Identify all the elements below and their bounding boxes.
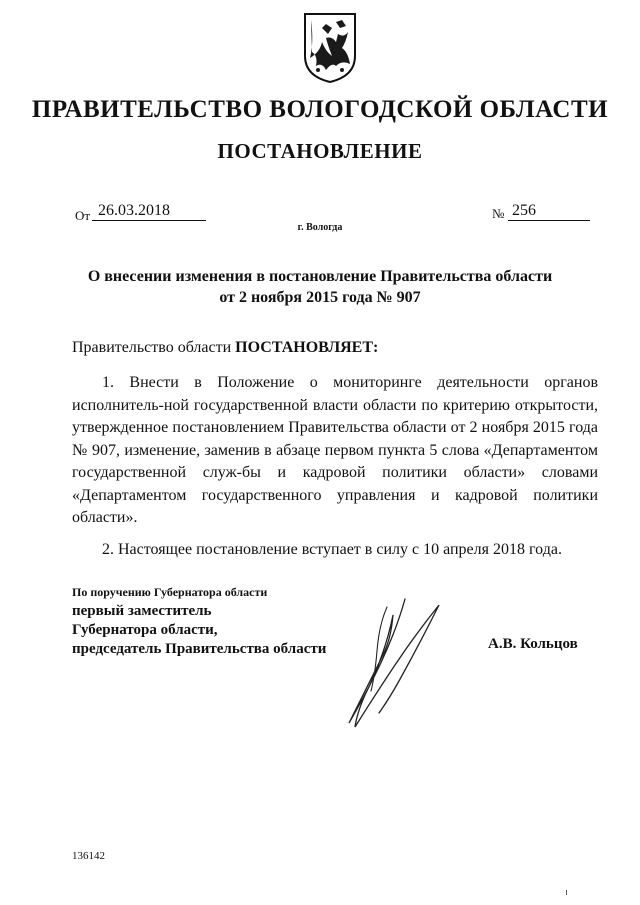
document-code: 136142 [72,850,105,862]
signature-note: По поручению Губернатора области [72,585,268,599]
signer-name: А.В. Кольцов [488,636,578,652]
coat-of-arms-emblem [302,12,358,84]
decree-item-1: 1. Внести в Положение о мониторинге деятельности органов исполнитель-ной государственной власти области по критерию открытости, утвержденное постановлением Правительства области от 2 ноября 2015 года № 907, изменение, заменив в абзаце первом пункта 5 слова «Департаментом государственной служ-бы и кадровой политики области» словами «Департаментом государственного управления и кадровой политики области». [72,374,598,526]
document-number: 256 [508,201,590,221]
document-type: ПОСТАНОВЛЕНИЕ [217,139,423,163]
decree-statement [72,339,378,357]
decree-verb: ПОСТАНОВЛЯЕТ: [235,339,379,356]
subject-line-2: от 2 ноября 2015 года № 907 [219,289,421,306]
date-prefix: От [75,208,91,223]
document-subject [0,266,640,308]
number-prefix: № [492,206,505,221]
signer-position [72,602,326,659]
position-line-1: первый заместитель [72,603,212,619]
position-line-2: Губернатора области, [72,622,218,638]
position-line-3: председатель Правительства области [72,641,327,657]
decree-item-2: 2. Настоящее постановление вступает в силу с 10 апреля 2018 года. [102,541,562,558]
city-label: г. Вологда [297,222,343,233]
government-title: ПРАВИТЕЛЬСТВО ВОЛОГОДСКОЙ ОБЛАСТИ [31,96,609,123]
subject-line-1: О внесении изменения в постановление Правительства области [87,268,553,285]
handwritten-signature [335,595,445,735]
decree-intro: Правительство области [72,339,232,356]
scan-speck [566,890,567,895]
document-date: 26.03.2018 [92,201,206,221]
